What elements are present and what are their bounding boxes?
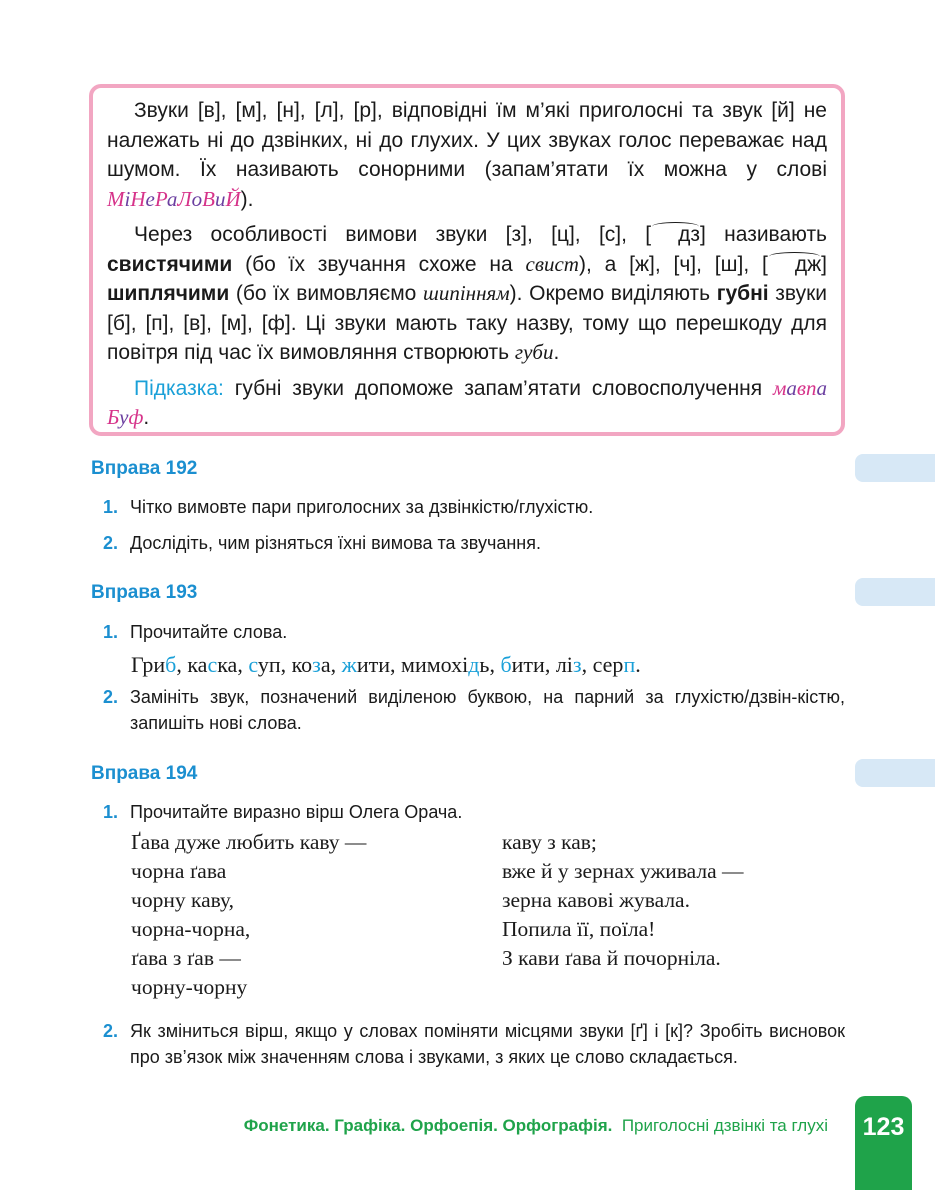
side-tab-ex193 <box>855 578 935 606</box>
hint-phrase: мавпа Буф <box>107 375 827 429</box>
rule-paragraph-whistling-hissing: Через особливості вимови звуки [з], [ц], [с], [ дз] називають свистячими (бо їх звучання схоже на свист), а [ж], [ч], [ш], [ дж] шиплячими (бо їх вимовляємо шипінням). Окремо виділяють губні звуки [б], [п], [в], [м], [ф]. Ці звуки мають таку назву, тому що перешкоду для повітря під час їх вимовляння створюють губи. <box>107 220 827 368</box>
poem-line: чорну-чорну <box>131 975 248 999</box>
poem-line: Ґава дуже любить каву — <box>131 830 367 854</box>
exercise-192-task-2: 2. Дослідіть, чим різняться їхні вимова та звучання. <box>103 533 541 553</box>
exercise-194-task-2: 2. Як зміниться вірш, якщо у словах поміняти місцями звуки [ґ] і [к]? Зробіть висновок про зв’язок між значенням слова і звуками, з яких це слово складається. <box>103 1021 845 1067</box>
word-item: каска, <box>187 652 249 677</box>
word-item: коза, <box>291 652 342 677</box>
term-labial: губні <box>716 282 769 305</box>
exercise-194-title: Вправа 194 <box>91 763 198 784</box>
page-number: 123 <box>855 1096 912 1190</box>
footer-section: Фонетика. Графіка. Орфоепія. Орфографія. <box>243 1116 613 1135</box>
term-whistling: свистячими <box>107 252 233 276</box>
term-hissing: шиплячими <box>107 282 230 305</box>
word-item: суп, <box>248 652 292 677</box>
poem-line: ґава з ґав — <box>131 946 241 970</box>
footer-topic: Приголосні дзвінкі та глухі <box>621 1116 828 1135</box>
side-tab-ex192 <box>855 454 935 482</box>
poem-right-column <box>502 828 744 973</box>
poem-line: З кави ґава й почорніла. <box>502 946 721 970</box>
poem-line: чорна-чорна, <box>131 917 251 941</box>
exercise-192-task-1: 1. Чітко вимовте пари приголосних за дзвінкістю/глухістю. <box>103 497 594 517</box>
word-item: жити, <box>341 652 402 677</box>
word-item: Гриб, <box>131 652 188 677</box>
exercise-194-task-1: 1. Прочитайте виразно вірш Олега Орача. <box>103 802 463 822</box>
word-item: ліз, <box>555 652 593 677</box>
exercise-192-title: Вправа 192 <box>91 458 198 479</box>
word-item: серп. <box>592 652 641 677</box>
exercise-193-task-1: 1. Прочитайте слова. <box>103 622 288 642</box>
mnemonic-word: МіНеРаЛоВиЙ <box>107 186 241 211</box>
poem-line: чорну каву, <box>131 888 234 912</box>
word-item: бити, <box>500 652 556 677</box>
word-svyst: свист <box>525 251 579 276</box>
word-shypinnia: шипінням <box>422 281 510 305</box>
running-footer <box>244 1115 828 1137</box>
rule-hint: Підказка: губні звуки допоможе запам’ятати словосполучення мавпа Буф. <box>107 375 827 429</box>
poem-left-column <box>131 828 366 1002</box>
exercise-193-word-list <box>131 652 641 678</box>
hint-label: Підказка: <box>134 376 224 400</box>
affricate-dzh: дж <box>768 250 821 280</box>
exercise-193-task-2: 2. Замініть звук, позначений виділеною буквою, на парний за глухістю/дзвін-кістю, запишіть нові слова. <box>103 687 845 733</box>
poem-line: зерна кавові жувала. <box>502 888 690 912</box>
exercise-193-title: Вправа 193 <box>91 582 198 603</box>
poem-line: вже й у зернах уживала — <box>502 859 744 883</box>
poem-line: чорна ґава <box>131 859 227 883</box>
poem-line: Попила її, поїла! <box>502 917 656 941</box>
affricate-dz: дз <box>651 220 700 250</box>
word-huby: губи <box>514 340 554 364</box>
word-item: мимохідь, <box>401 652 501 677</box>
poem-line: каву з кав; <box>502 830 597 854</box>
rule-paragraph-sonorant: Звуки [в], [м], [н], [л], [р], відповідні їм м’які приголосні та звук [й] не належать ні до дзвінких, ні до глухих. У цих звуках голос переважає над шумом. Їх називають сонорними (запам’ятати їх можна у слові МіНеРаЛоВиЙ). <box>107 99 827 211</box>
rule-box <box>89 84 845 436</box>
side-tab-ex194 <box>855 759 935 787</box>
